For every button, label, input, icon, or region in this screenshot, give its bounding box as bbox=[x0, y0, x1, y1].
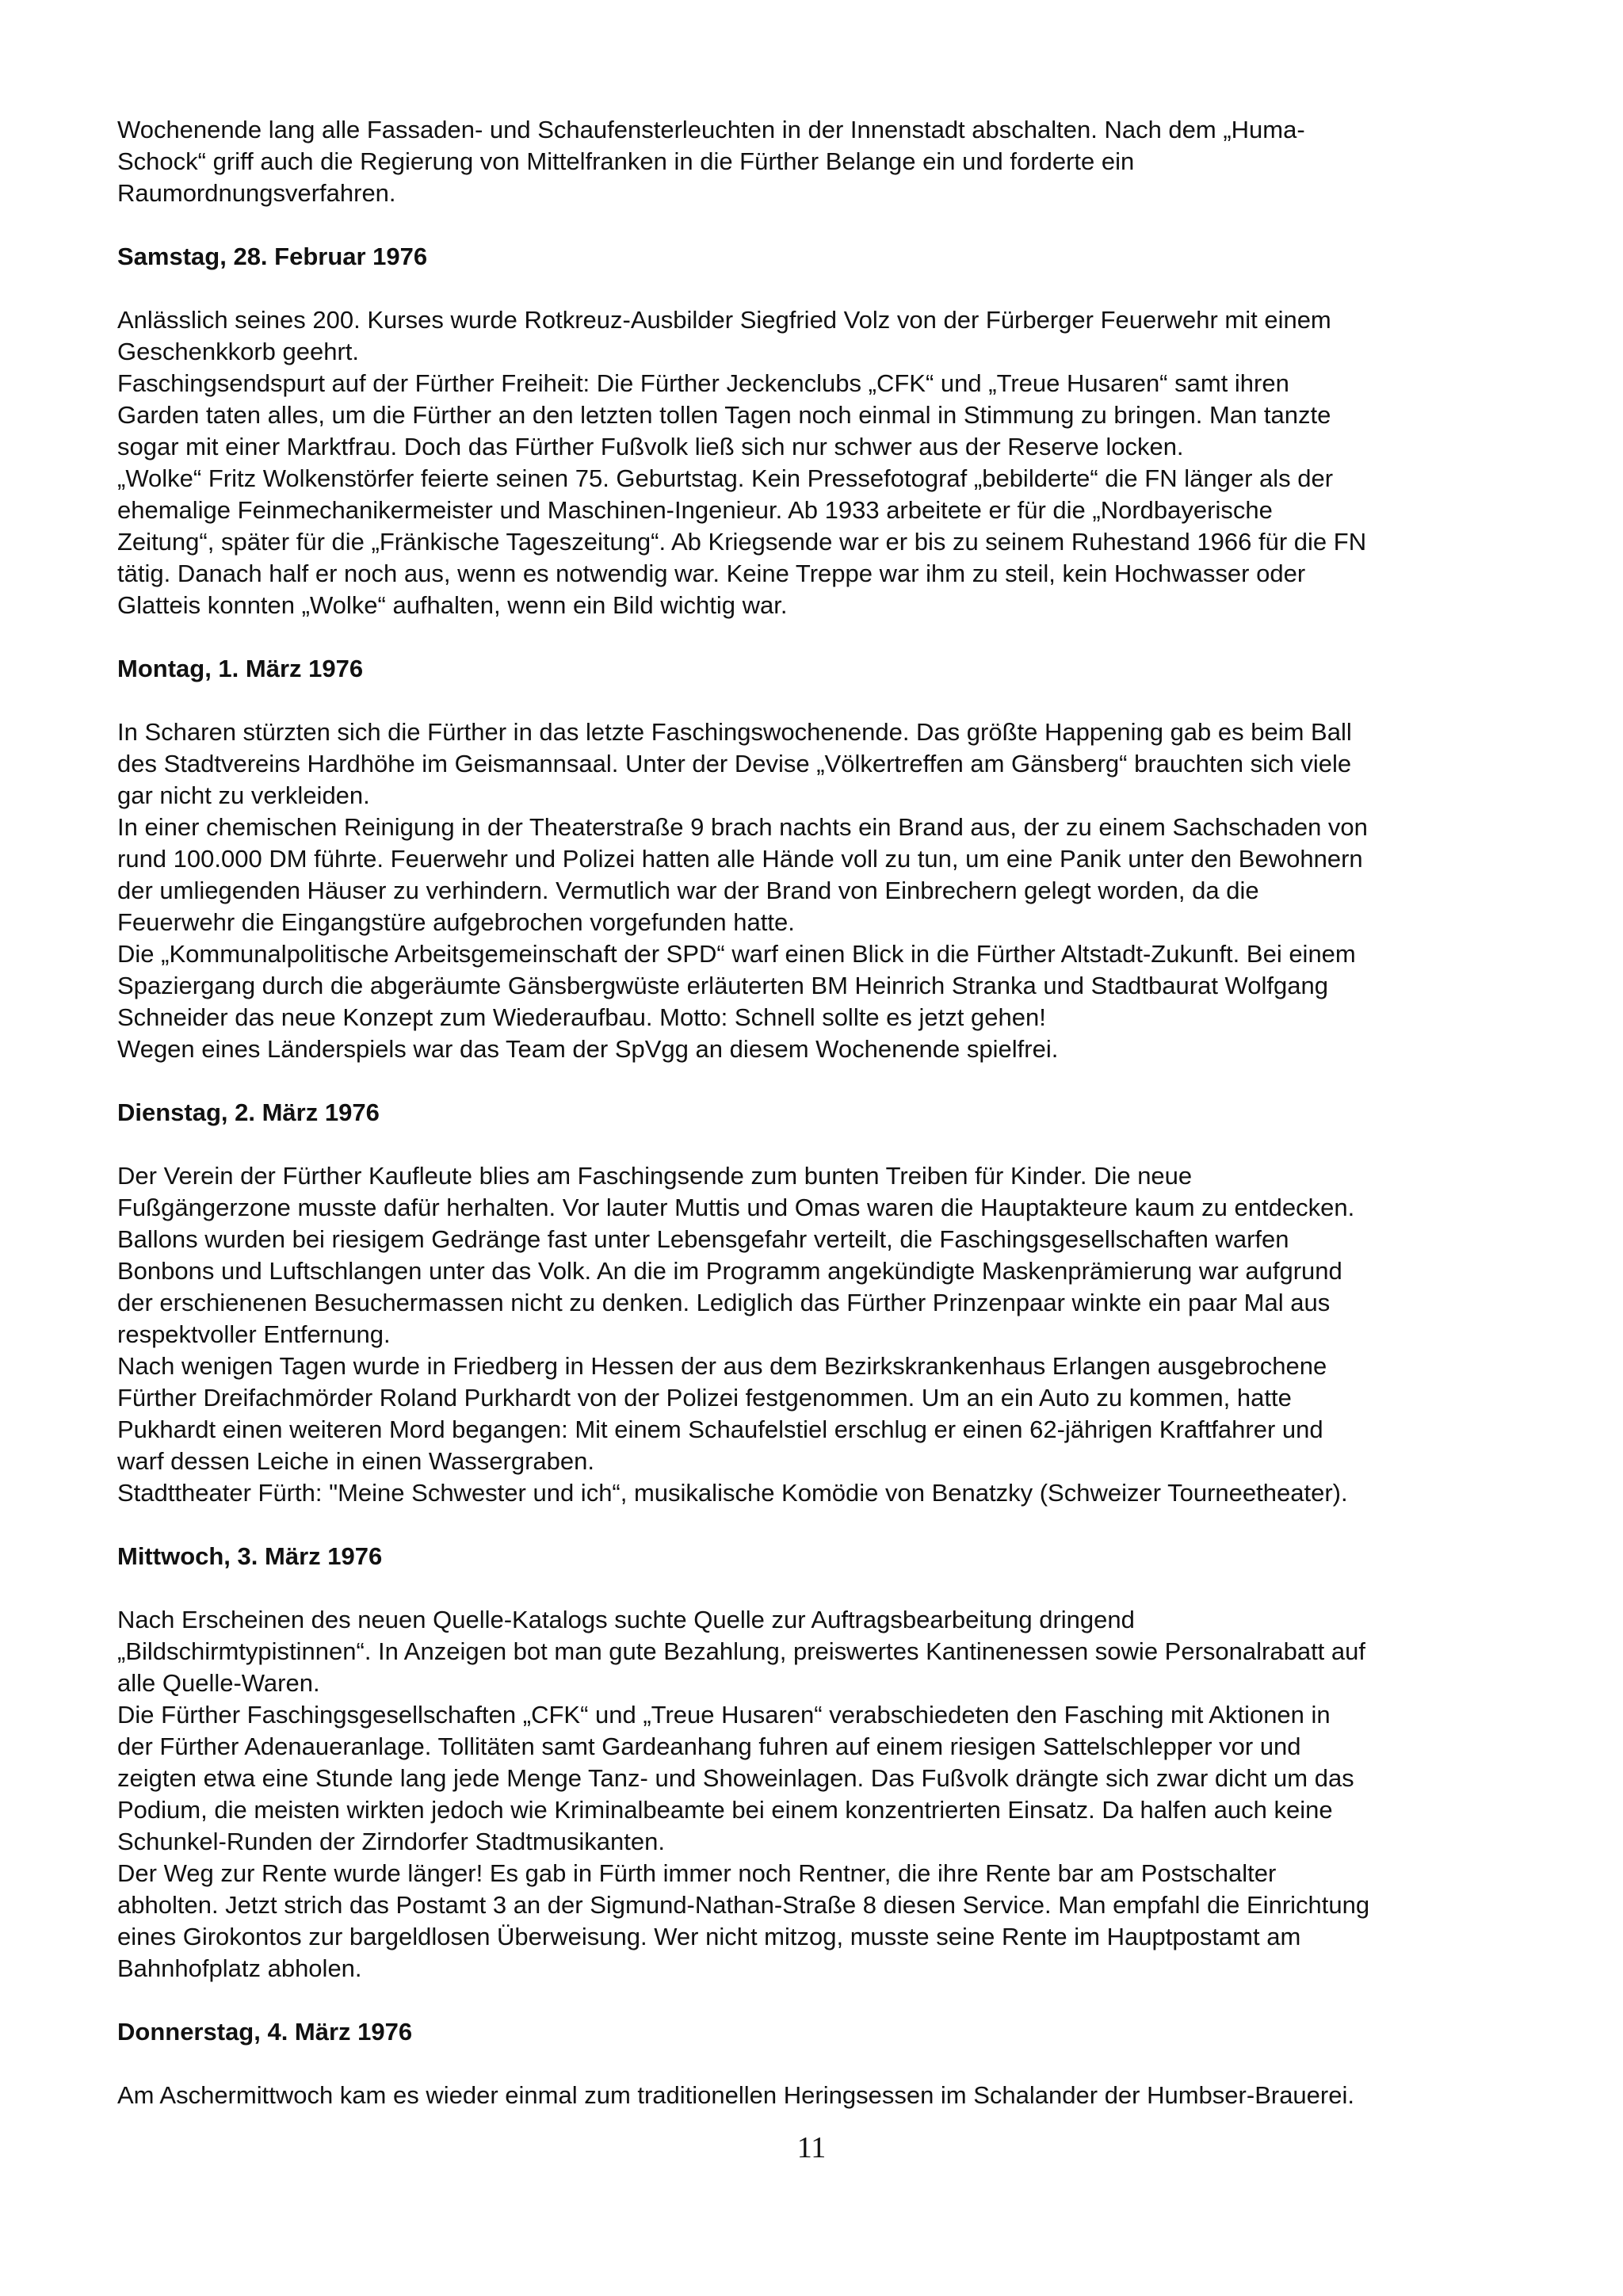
document-page bbox=[117, 114, 1512, 2143]
entry-mittwoch-3-maerz bbox=[117, 1541, 1512, 1985]
intro-paragraph: Wochenende lang alle Fassaden- und Schaufensterleuchten in der Innenstadt abschalten. Nach dem „Huma- Schock“ griff auch die Regierung von Mittelfranken in die Fürther Belange ein und forderte ein Raumordnungsverfahren. bbox=[117, 116, 1305, 207]
entry-paragraph: Die „Kommunalpolitische Arbeitsgemeinschaft der SPD“ warf einen Blick in die Fürther Altstadt-Zukunft. Bei einem Spaziergang durch die abgeräumte Gänsbergwüste erläuterten BM Heinrich Stranka und Stadtbaurat Wolfgang Schneider das neue Konzept zum Wiederaufbau. Motto: Schnell sollte es jetzt gehen! bbox=[117, 940, 1356, 1031]
entry-paragraph: Wegen eines Länderspiels war das Team der SpVgg an diesem Wochenende spielfrei. bbox=[117, 1035, 1059, 1063]
entry-paragraph: Nach wenigen Tagen wurde in Friedberg in Hessen der aus dem Bezirkskrankenhaus Erlangen ausgebrochene Fürther Dreifachmörder Roland Purkhardt von der Polizei festgenommen. Um an ein Auto zu kommen, hatte Pukhardt einen weiteren Mord begangen: Mit einem Schaufelstiel erschlug er einen 62-jährigen Kraftfahrer und warf dessen Leiche in einen Wassergraben. bbox=[117, 1352, 1327, 1475]
date-heading: Mittwoch, 3. März 1976 bbox=[117, 1542, 383, 1570]
page-number: 11 bbox=[796, 2131, 827, 2164]
entry-paragraph: „Wolke“ Fritz Wolkenstörfer feierte seinen 75. Geburtstag. Kein Pressefotograf „bebilderte“ die FN länger als der ehemalige Feinmechanikermeister und Maschinen-Ingenieur. Ab 1933 arbeitete er für die „Nordbayerische Zeitung“, später für die „Fränkische Tageszeitung“. Ab Kriegsende war er bis zu seinem Ruhestand 1966 für die FN tätig. Danach half er noch aus, wenn es notwendig war. Keine Treppe war ihm zu steil, kein Hochwasser oder Glatteis konnten „Wolke“ aufhalten, wenn ein Bild wichtig war. bbox=[117, 464, 1367, 619]
entry-paragraph: In Scharen stürzten sich die Fürther in das letzte Faschingswochenende. Das größte Happening gab es beim Ball des Stadtvereins Hardhöhe im Geismannsaal. Unter der Devise „Völkertreffen am Gänsberg“ brauchten sich viele gar nicht zu verkleiden. bbox=[117, 718, 1352, 809]
date-heading: Montag, 1. März 1976 bbox=[117, 655, 364, 682]
entry-montag-1-maerz bbox=[117, 653, 1512, 1065]
entry-paragraph: Anlässlich seines 200. Kurses wurde Rotkreuz-Ausbilder Siegfried Volz von der Fürberger Feuerwehr mit einem Geschenkkorb geehrt. bbox=[117, 306, 1331, 365]
entry-paragraph: Faschingsendspurt auf der Fürther Freiheit: Die Fürther Jeckenclubs „CFK“ und „Treue Husaren“ samt ihren Garden taten alles, um die Fürther an den letzten tollen Tagen noch einmal in Stimmung zu bringen. Man tanzte sogar mit einer Marktfrau. Doch das Fürther Fußvolk ließ sich nur schwer aus der Reserve locken. bbox=[117, 369, 1331, 460]
entry-paragraph: Der Verein der Fürther Kaufleute blies am Faschingsende zum bunten Treiben für Kinder. Die neue Fußgängerzone musste dafür herhalten. Vor lauter Muttis und Omas waren die Hauptakteure kaum zu entdecken. Ballons wurden bei riesigem Gedränge fast unter Lebensgefahr verteilt, die Faschingsgesellschaften warfen Bonbons und Luftschlangen unter das Volk. An die im Programm angekündigte Maskenprämierung war aufgrund der erschienenen Besuchermassen nicht zu denken. Lediglich das Fürther Prinzenpaar winkte ein paar Mal aus respektvoller Entfernung. bbox=[117, 1162, 1355, 1348]
date-heading: Samstag, 28. Februar 1976 bbox=[117, 243, 428, 270]
entry-paragraph: Die Fürther Faschingsgesellschaften „CFK“ und „Treue Husaren“ verabschiedeten den Fasching mit Aktionen in der Fürther Adenaueranlage. Tollitäten samt Gardeanhang fuhren auf einem riesigen Sattelschlepper vor und zeigten etwa eine Stunde lang jede Menge Tanz- und Showeinlagen. Das Fußvolk drängte sich zwar dicht um das Podium, die meisten wirkten jedoch wie Kriminalbeamte bei einem konzentrierten Einsatz. Da halfen auch keine Schunkel-Runden der Zirndorfer Stadtmusikanten. bbox=[117, 1701, 1354, 1855]
entry-dienstag-2-maerz bbox=[117, 1097, 1512, 1509]
entry-samstag-28-februar bbox=[117, 241, 1512, 621]
date-heading: Dienstag, 2. März 1976 bbox=[117, 1098, 380, 1126]
entry-paragraph: Der Weg zur Rente wurde länger! Es gab in Fürth immer noch Rentner, die ihre Rente bar am Postschalter abholten. Jetzt strich das Postamt 3 an der Sigmund-Nathan-Straße 8 diesen Service. Man empfahl die Einrichtung eines Girokontos zur bargeldlosen Überweisung. Wer nicht mitzog, musste seine Rente im Hauptpostamt am Bahnhofplatz abholen. bbox=[117, 1859, 1370, 1982]
entry-paragraph: Stadttheater Fürth: "Meine Schwester und ich“, musikalische Komödie von Benatzky (Schweizer Tourneetheater). bbox=[117, 1479, 1348, 1507]
entry-paragraph: Nach Erscheinen des neuen Quelle-Katalogs suchte Quelle zur Auftragsbearbeitung dringend „Bildschirmtypistinnen“. In Anzeigen bot man gute Bezahlung, preiswertes Kantinenessen sowie Personalrabatt auf alle Quelle-Waren. bbox=[117, 1606, 1366, 1697]
entry-paragraph: In einer chemischen Reinigung in der Theaterstraße 9 brach nachts ein Brand aus, der zu einem Sachschaden von rund 100.000 DM führte. Feuerwehr und Polizei hatten alle Hände voll zu tun, um eine Panik unter den Bewohnern der umliegenden Häuser zu verhindern. Vermutlich war der Brand von Einbrechern gelegt worden, da die Feuerwehr die Eingangstüre aufgebrochen vorgefunden hatte. bbox=[117, 813, 1368, 936]
entry-donnerstag-4-maerz bbox=[117, 2016, 1512, 2111]
date-heading: Donnerstag, 4. März 1976 bbox=[117, 2018, 413, 2046]
entry-paragraph: Am Aschermittwoch kam es wieder einmal zum traditionellen Heringsessen im Schalander der Humbser-Brauerei. bbox=[117, 2081, 1354, 2109]
